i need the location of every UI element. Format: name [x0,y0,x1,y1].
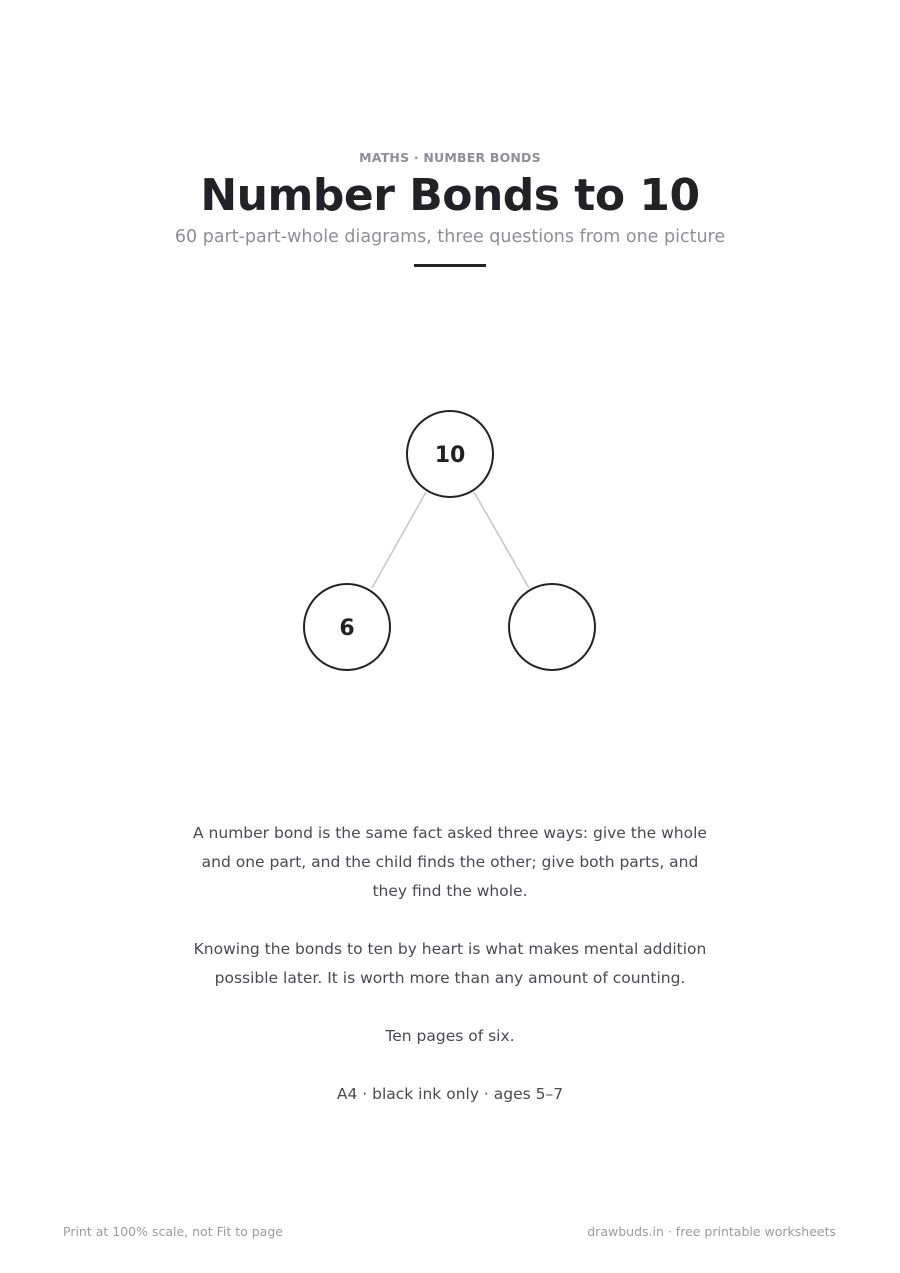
page-header [0,150,900,249]
description-paragraph: Knowing the bonds to ten by heart is what makes mental addition possible later. It is worth more than any amount of counting. [193,940,707,987]
print-instruction: Print at 100% scale, not Fit to page [63,1224,283,1239]
connector-left [372,492,426,588]
number-bond-diagram [290,400,610,690]
page-title: Number Bonds to 10 [200,170,700,221]
part-right-circle [509,584,595,670]
number-bond-svg [290,400,610,690]
category-kicker: MATHS · NUMBER BONDS [359,150,541,165]
description-paragraph: Ten pages of six. [385,1027,515,1045]
description [190,819,710,1138]
title-divider [414,264,486,267]
format-note: A4 · black ink only · ages 5–7 [336,1085,564,1103]
site-credit: drawbuds.in · free printable worksheets [587,1224,836,1239]
whole-value: 10 [434,443,466,468]
page-subtitle: 60 part-part-whole diagrams, three questions from one picture [174,227,726,247]
part-left-value: 6 [339,616,355,641]
connector-right [474,492,529,588]
description-paragraph: A number bond is the same fact asked three ways: give the whole and one part, and the child finds the other; give both parts, and they find the whole. [193,824,707,900]
